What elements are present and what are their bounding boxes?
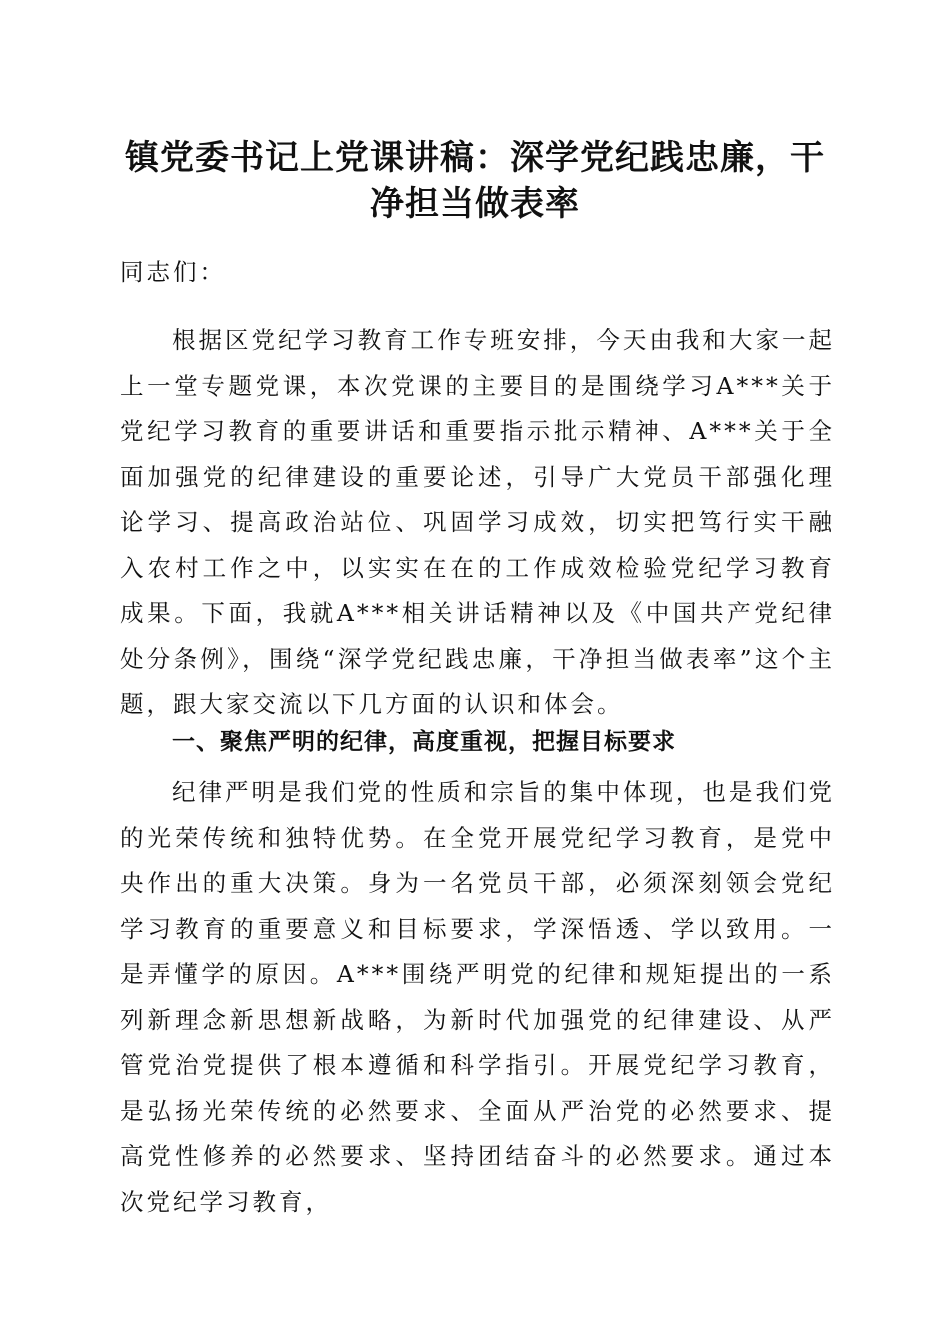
title-line-1: 镇党委书记上党课讲稿：深学党纪践忠廉，干	[125, 138, 825, 178]
title-line-2: 净担当做表率	[370, 184, 580, 224]
paragraph-intro: 根据区党纪学习教育工作专班安排，今天由我和大家一起上一堂专题党课，本次党课的主要目的是围绕学习A***关于党纪学习教育的重要讲话和重要指示批示精神、A***关于全面加强党的纪律建设的重要论述，引导广大党员干部强化理论学习、提高政治站位、巩固学习成效，切实把笃行实干融入农村工作之中，以实实在在的工作成效检验党纪学习教育成果。下面，我就A***相关讲话精神以及《中国共产党纪律处分条例》，围绕“深学党纪践忠廉，干净担当做表率”这个主题，跟大家交流以下几方面的认识和体会。	[120, 326, 835, 718]
section-heading-1: 一、聚焦严明的纪律，高度重视，把握目标要求	[172, 729, 676, 755]
paragraph-section-1: 纪律严明是我们党的性质和宗旨的集中体现，也是我们党的光荣传统和独特优势。在全党开展党纪学习教育，是党中央作出的重大决策。身为一名党员干部，必须深刻领会党纪学习教育的重要意义和目标要求，学深悟透、学以致用。一是弄懂学的原因。A***围绕严明党的纪律和规矩提出的一系列新理念新思想新战略，为新时代加强党的纪律建设、从严管党治党提供了根本遵循和科学指引。开展党纪学习教育，是弘扬光荣传统的必然要求、全面从严治党的必然要求、提高党性修养的必然要求、坚持团结奋斗的必然要求。通过本次党纪学习教育，	[120, 778, 835, 1216]
document-title	[110, 135, 840, 227]
greeting: 同志们：	[120, 258, 226, 286]
